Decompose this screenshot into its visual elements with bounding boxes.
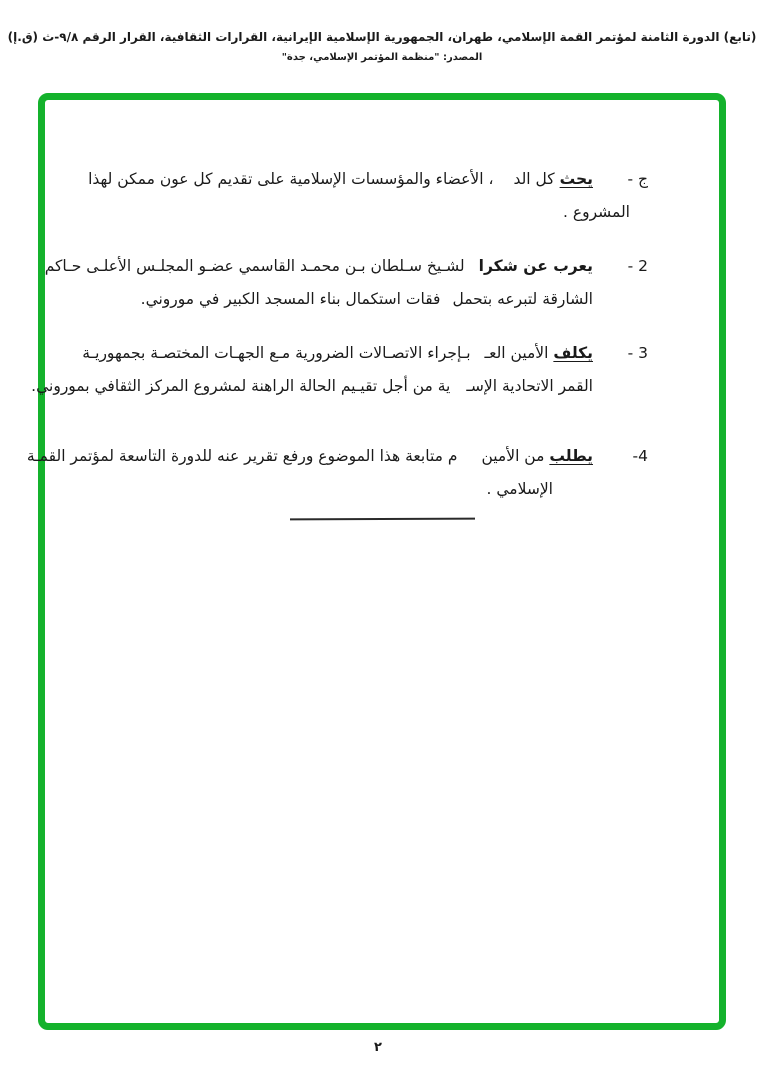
resolution-line (70, 163, 648, 196)
text-segment: القمر الاتحادية الإسـ (466, 377, 593, 395)
text-segment: يعرب عن شكرا (478, 257, 593, 275)
text-segment: م متابعة هذا الموضوع ورفع تقرير عنه للدورة التاسعة لمؤتمر القمـة (26, 447, 458, 465)
document-header (0, 30, 764, 63)
item-label: 2 - (627, 257, 648, 275)
item-label: 3 - (627, 344, 648, 362)
text-segment: ية من أجل تقيـيم الحالة الراهنة لمشروع المركز الثقافي بموروني. (31, 377, 451, 395)
resolution-line (70, 337, 648, 370)
text-segment: يطلب (549, 447, 593, 465)
text-segment: المشروع . (563, 203, 630, 221)
resolution-item (70, 163, 648, 229)
resolution-items (26, 163, 648, 506)
scan-gap (493, 183, 513, 184)
resolution-line (70, 283, 648, 316)
scan-gap (450, 390, 466, 391)
text-segment: يحث (559, 170, 593, 188)
item-label: ج - (627, 170, 648, 188)
scan-gap (465, 270, 479, 271)
text-segment: كل الد (513, 170, 560, 188)
text-segment: الشارقة لتبرعه بتحمل (452, 290, 593, 308)
scan-gap (457, 460, 481, 461)
text-segment: الأمين العـ (484, 344, 554, 362)
resolution-line (70, 196, 648, 229)
resolution-line (31, 370, 648, 403)
resolution-item (44, 250, 648, 316)
resolution-item (31, 337, 648, 403)
scan-gap (471, 357, 485, 358)
text-segment: الإسلامي . (486, 480, 553, 498)
text-segment: يكلف (553, 344, 593, 362)
resolution-line (44, 250, 648, 283)
text-segment: من الأمين (481, 447, 550, 465)
header-source-line: المصدر: "منظمة المؤتمر الإسلامي، جدة" (281, 52, 483, 63)
header-title-line: (تابع) الدورة الثامنة لمؤتمر القمة الإسلامي، طهران، الجمهورية الإسلامية الإيرانية، القرارات الثقافية، القرار الرقم ٩/٨-ث (ق.إ) (7, 30, 757, 44)
text-segment: ، الأعضاء والمؤسسات الإسلامية على تقديم كل عون ممكن لهذا (88, 170, 494, 188)
resolution-line (26, 440, 648, 473)
scan-gap (440, 303, 452, 304)
resolution-line (70, 473, 648, 506)
page-number: ٢ (374, 1040, 382, 1055)
text-segment: لشـيخ سـلطان بـن محمـد القاسمي عضـو المجلـس الأعلـى حـاكم (44, 257, 465, 275)
resolution-item (26, 440, 648, 506)
text-segment: بـإجراء الاتصـالات الضرورية مـع الجهـات المختصـة بجمهوريـة (82, 344, 471, 362)
item-label: 4- (632, 447, 648, 465)
text-segment: فقات استكمال بناء المسجد الكبير في موروني. (140, 290, 441, 308)
